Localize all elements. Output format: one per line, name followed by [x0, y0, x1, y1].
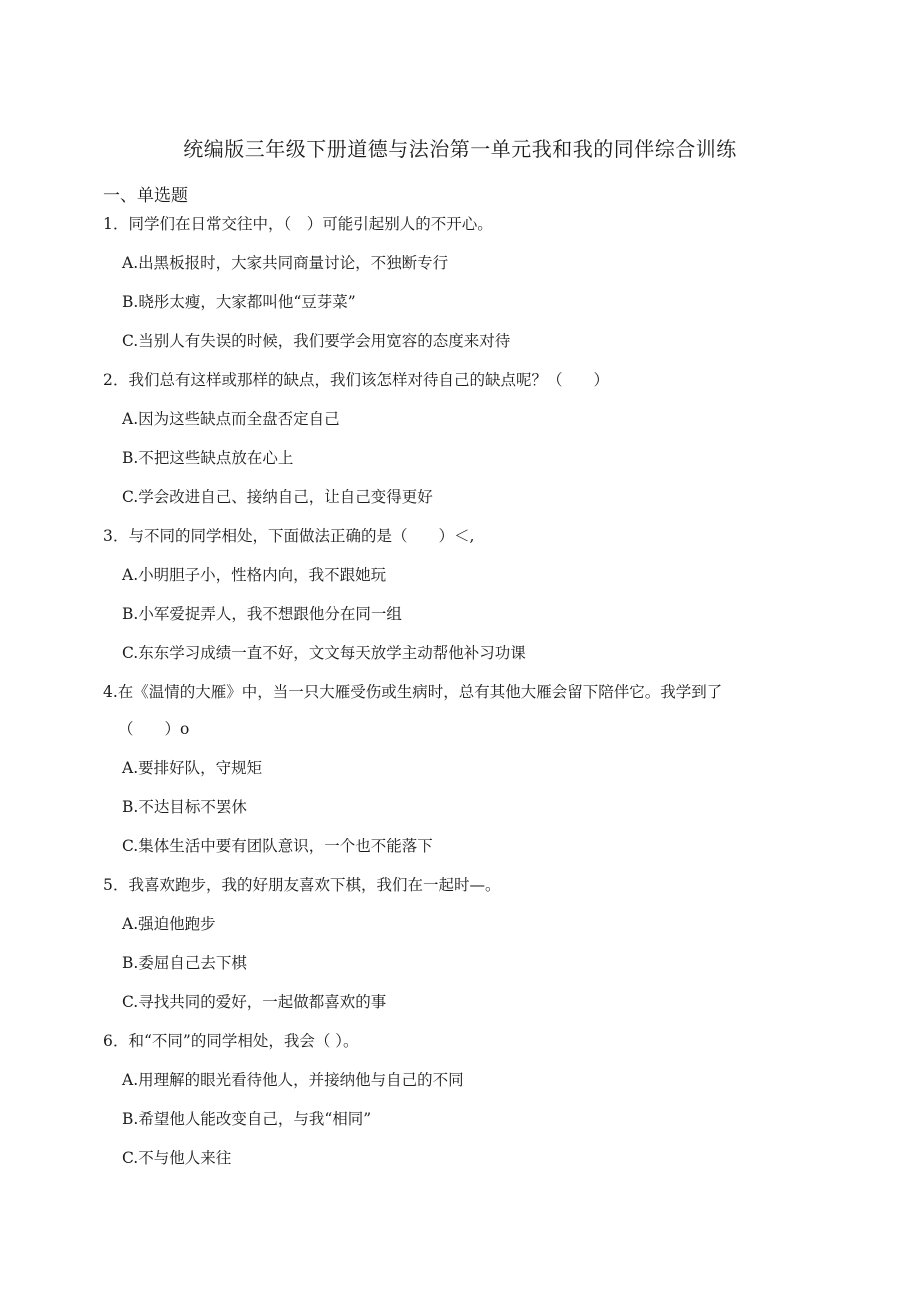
question-4-option-b: B.不达目标不罢休: [122, 798, 247, 816]
question-number: 2: [103, 371, 113, 389]
question-4: [103, 679, 803, 705]
question-text: .在《温情的大雁》中，当一只大雁受伤或生病时，总有其他大雁会留下陪伴它。我学到了: [112, 683, 723, 701]
question-3-option-a: A.小明胆子小，性格内向，我不跟她玩: [122, 566, 387, 584]
question-text: ．同学们在日常交往中，（ ）可能引起别人的不开心。: [113, 215, 493, 233]
question-number: 1: [103, 215, 113, 233]
question-5: [103, 872, 803, 898]
question-2-option-b: B.不把这些缺点放在心上: [122, 449, 294, 467]
question-text: ．我们总有这样或那样的缺点，我们该怎样对待自己的缺点呢？（ ）: [113, 371, 610, 389]
question-number: 6: [103, 1032, 113, 1050]
question-3-option-c: C.东东学习成绩一直不好，文文每天放学主动帮他补习功课: [122, 644, 526, 662]
question-5-option-b: B.委屈自己去下棋: [122, 954, 247, 972]
question-text: ．和“不同”的同学相处，我会（ ）。: [113, 1032, 359, 1050]
question-5-option-a: A.强迫他跑步: [122, 915, 216, 933]
question-5-option-c: C.寻找共同的爱好，一起做都喜欢的事: [122, 993, 387, 1011]
question-6-option-c: C.不与他人来往: [122, 1149, 232, 1167]
question-3: [103, 523, 803, 549]
question-6: [103, 1028, 803, 1054]
question-text: ．我喜欢跑步，我的好朋友喜欢下棋，我们在一起时—。: [113, 876, 501, 894]
question-3-option-b: B.小军爱捉弄人，我不想跟他分在同一组: [122, 605, 402, 623]
question-2-option-a: A.因为这些缺点而全盘否定自己: [122, 410, 340, 428]
question-1-option-b: B.晓彤太瘦，大家都叫他“豆芽菜”: [122, 293, 356, 311]
question-2: [103, 367, 803, 393]
question-4-option-c: C.集体生活中要有团队意识，一个也不能落下: [122, 837, 433, 855]
section-heading: 一、单选题: [103, 186, 188, 206]
question-2-option-c: C.学会改进自己、接纳自己，让自己变得更好: [122, 488, 433, 506]
question-number: 3: [103, 527, 113, 545]
question-number: 4: [103, 683, 113, 701]
question-4-continuation: （ ）o: [118, 720, 190, 738]
question-4-option-a: A.要排好队，守规矩: [122, 759, 263, 777]
question-6-option-b: B.希望他人能改变自己，与我“相同”: [122, 1110, 372, 1128]
page-title: 统编版三年级下册道德与法治第一单元我和我的同伴综合训练: [183, 137, 737, 161]
question-1-option-a: A.出黑板报时，大家共同商量讨论，不独断专行: [122, 254, 449, 272]
question-1-option-c: C.当别人有失误的时候，我们要学会用宽容的态度来对待: [122, 332, 511, 350]
question-number: 5: [103, 876, 113, 894]
question-6-option-a: A.用理解的眼光看待他人，并接纳他与自己的不同: [122, 1071, 464, 1089]
question-text: ．与不同的同学相处，下面做法正确的是（ ）＜,: [113, 527, 475, 545]
question-1: [103, 211, 803, 237]
